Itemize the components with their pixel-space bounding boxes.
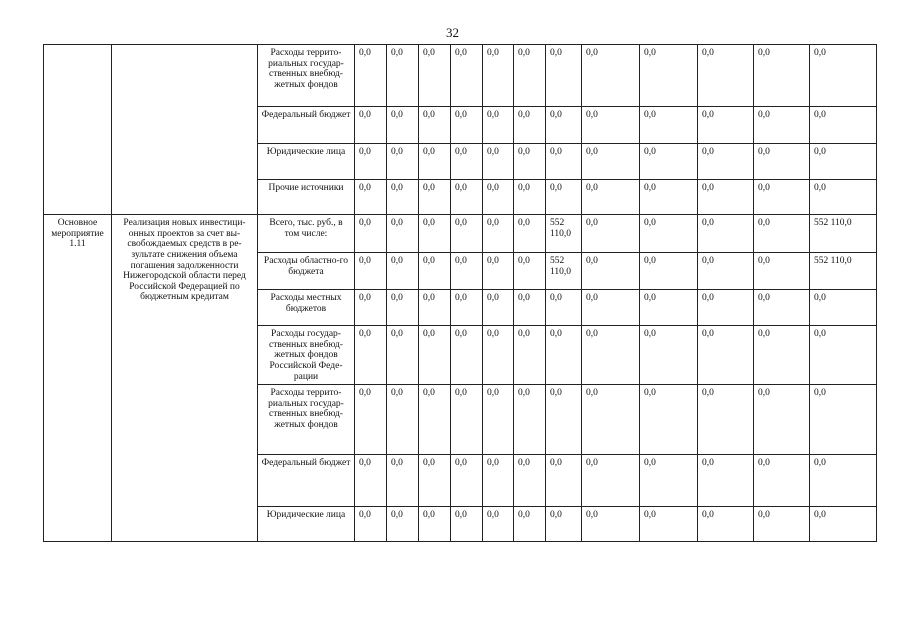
value-cell: 0,0 (698, 144, 754, 180)
value-cell: 0,0 (483, 45, 514, 107)
value-cell: 0,0 (546, 144, 582, 180)
value-cell: 0,0 (514, 507, 546, 542)
value-cell: 0,0 (355, 107, 387, 144)
value-cell: 0,0 (419, 507, 451, 542)
value-cell: 0,0 (582, 253, 640, 290)
value-cell: 0,0 (546, 45, 582, 107)
value-cell: 0,0 (754, 290, 810, 326)
value-cell: 0,0 (582, 144, 640, 180)
value-cell: 0,0 (451, 144, 483, 180)
value-cell: 0,0 (546, 290, 582, 326)
value-cell: 0,0 (387, 253, 419, 290)
value-cell: 0,0 (419, 180, 451, 215)
budget-table (43, 44, 877, 542)
value-cell: 0,0 (698, 290, 754, 326)
value-cell: 0,0 (582, 385, 640, 455)
value-cell: 0,0 (582, 290, 640, 326)
value-cell: 0,0 (754, 45, 810, 107)
value-cell: 0,0 (451, 385, 483, 455)
value-cell: 0,0 (754, 215, 810, 253)
value-cell: 0,0 (514, 107, 546, 144)
value-cell: 0,0 (483, 455, 514, 507)
value-cell: 0,0 (387, 455, 419, 507)
value-cell: 0,0 (754, 144, 810, 180)
value-cell: 0,0 (640, 107, 698, 144)
value-cell: 0,0 (514, 215, 546, 253)
value-cell: 0,0 (640, 385, 698, 455)
value-cell: 0,0 (387, 180, 419, 215)
value-cell: 0,0 (754, 107, 810, 144)
value-cell: 0,0 (810, 144, 877, 180)
funding-source-cell: Федеральный бюджет (258, 107, 355, 144)
value-cell: 0,0 (582, 180, 640, 215)
value-cell: 0,0 (355, 290, 387, 326)
value-cell: 0,0 (810, 326, 877, 385)
value-cell: 0,0 (419, 144, 451, 180)
value-cell: 0,0 (451, 180, 483, 215)
value-cell: 0,0 (355, 507, 387, 542)
value-cell: 0,0 (640, 253, 698, 290)
value-cell: 0,0 (514, 253, 546, 290)
value-cell: 0,0 (754, 507, 810, 542)
value-cell: 0,0 (546, 180, 582, 215)
value-cell: 0,0 (419, 215, 451, 253)
value-cell: 0,0 (810, 180, 877, 215)
value-cell: 0,0 (387, 326, 419, 385)
value-cell: 0,0 (387, 215, 419, 253)
value-cell: 0,0 (754, 455, 810, 507)
value-cell: 0,0 (483, 326, 514, 385)
value-cell: 0,0 (483, 290, 514, 326)
funding-source-cell: Расходы террито-риальных государ-ственных внебюд-жетных фондов (258, 45, 355, 107)
value-cell: 0,0 (514, 144, 546, 180)
measure-description-cell (112, 45, 258, 215)
value-cell: 0,0 (754, 385, 810, 455)
value-cell: 0,0 (514, 326, 546, 385)
value-cell: 0,0 (698, 455, 754, 507)
value-cell: 0,0 (640, 215, 698, 253)
value-cell: 0,0 (451, 45, 483, 107)
value-cell: 0,0 (483, 253, 514, 290)
value-cell: 0,0 (451, 326, 483, 385)
value-cell: 0,0 (546, 107, 582, 144)
value-cell: 0,0 (698, 253, 754, 290)
value-cell: 0,0 (355, 326, 387, 385)
value-cell: 0,0 (640, 326, 698, 385)
value-cell: 0,0 (419, 290, 451, 326)
value-cell: 0,0 (640, 45, 698, 107)
value-cell: 0,0 (387, 385, 419, 455)
value-cell: 0,0 (582, 107, 640, 144)
funding-source-cell: Юридические лица (258, 507, 355, 542)
value-cell: 0,0 (387, 107, 419, 144)
value-cell: 0,0 (483, 180, 514, 215)
value-cell: 0,0 (355, 253, 387, 290)
value-cell: 0,0 (582, 507, 640, 542)
value-cell: 0,0 (698, 326, 754, 385)
value-cell: 0,0 (514, 290, 546, 326)
value-cell: 0,0 (451, 215, 483, 253)
value-cell: 0,0 (810, 455, 877, 507)
value-cell: 0,0 (387, 507, 419, 542)
value-cell: 0,0 (640, 290, 698, 326)
value-cell: 0,0 (582, 215, 640, 253)
funding-source-cell: Юридические лица (258, 144, 355, 180)
value-cell: 0,0 (810, 107, 877, 144)
value-cell: 0,0 (419, 455, 451, 507)
value-cell: 0,0 (483, 215, 514, 253)
value-cell: 0,0 (640, 507, 698, 542)
value-cell: 0,0 (754, 326, 810, 385)
value-cell: 0,0 (640, 455, 698, 507)
value-cell: 0,0 (810, 290, 877, 326)
value-cell: 0,0 (451, 507, 483, 542)
value-cell: 0,0 (419, 45, 451, 107)
value-cell: 0,0 (546, 507, 582, 542)
value-cell: 0,0 (483, 107, 514, 144)
value-cell: 0,0 (483, 144, 514, 180)
funding-source-cell: Расходы областно-го бюджета (258, 253, 355, 290)
value-cell: 0,0 (355, 455, 387, 507)
value-cell: 0,0 (754, 180, 810, 215)
value-cell: 552 110,0 (810, 253, 877, 290)
value-cell: 0,0 (419, 326, 451, 385)
value-cell: 0,0 (355, 144, 387, 180)
funding-source-cell: Прочие источники (258, 180, 355, 215)
value-cell: 0,0 (483, 507, 514, 542)
value-cell: 0,0 (698, 180, 754, 215)
value-cell: 0,0 (546, 455, 582, 507)
value-cell: 0,0 (355, 385, 387, 455)
value-cell: 552 110,0 (810, 215, 877, 253)
measure-code-cell: Основное мероприятие 1.11 (44, 215, 112, 542)
value-cell: 0,0 (387, 144, 419, 180)
value-cell: 0,0 (640, 144, 698, 180)
value-cell: 0,0 (387, 290, 419, 326)
value-cell: 0,0 (582, 45, 640, 107)
value-cell: 0,0 (514, 45, 546, 107)
funding-source-cell: Расходы террито-риальных государ-ственных внебюд-жетных фондов (258, 385, 355, 455)
value-cell: 0,0 (514, 385, 546, 455)
value-cell: 0,0 (640, 180, 698, 215)
measure-description-cell: Реализация новых инвестици-онных проектов за счет вы-свобождаемых средств в ре-зультате снижения объема погашения задолженности Нижегородской области перед Российской Федерацией по бюджетным кредитам (112, 215, 258, 542)
value-cell: 0,0 (355, 180, 387, 215)
value-cell: 0,0 (514, 455, 546, 507)
value-cell: 0,0 (451, 253, 483, 290)
value-cell: 0,0 (355, 215, 387, 253)
value-cell: 0,0 (582, 455, 640, 507)
value-cell: 0,0 (387, 45, 419, 107)
value-cell: 0,0 (514, 180, 546, 215)
value-cell: 0,0 (754, 253, 810, 290)
measure-code-cell (44, 45, 112, 215)
value-cell: 0,0 (698, 385, 754, 455)
value-cell: 0,0 (810, 45, 877, 107)
funding-source-cell: Расходы государ-ственных внебюд-жетных фондов Российской Феде-рации (258, 326, 355, 385)
value-cell: 0,0 (355, 45, 387, 107)
value-cell: 0,0 (419, 385, 451, 455)
table-row (44, 45, 877, 107)
funding-source-cell: Всего, тыс. руб., в том числе: (258, 215, 355, 253)
value-cell: 0,0 (546, 385, 582, 455)
value-cell: 552 110,0 (546, 253, 582, 290)
funding-source-cell: Расходы местных бюджетов (258, 290, 355, 326)
value-cell: 0,0 (451, 290, 483, 326)
value-cell: 0,0 (698, 107, 754, 144)
value-cell: 0,0 (582, 326, 640, 385)
value-cell: 0,0 (419, 253, 451, 290)
value-cell: 0,0 (451, 107, 483, 144)
value-cell: 0,0 (419, 107, 451, 144)
value-cell: 0,0 (698, 45, 754, 107)
value-cell: 552 110,0 (546, 215, 582, 253)
value-cell: 0,0 (810, 385, 877, 455)
value-cell: 0,0 (546, 326, 582, 385)
value-cell: 0,0 (451, 455, 483, 507)
value-cell: 0,0 (698, 215, 754, 253)
page-number: 32 (446, 25, 459, 40)
value-cell: 0,0 (483, 385, 514, 455)
value-cell: 0,0 (810, 507, 877, 542)
value-cell: 0,0 (698, 507, 754, 542)
funding-source-cell: Федеральный бюджет (258, 455, 355, 507)
table-row (44, 215, 877, 253)
